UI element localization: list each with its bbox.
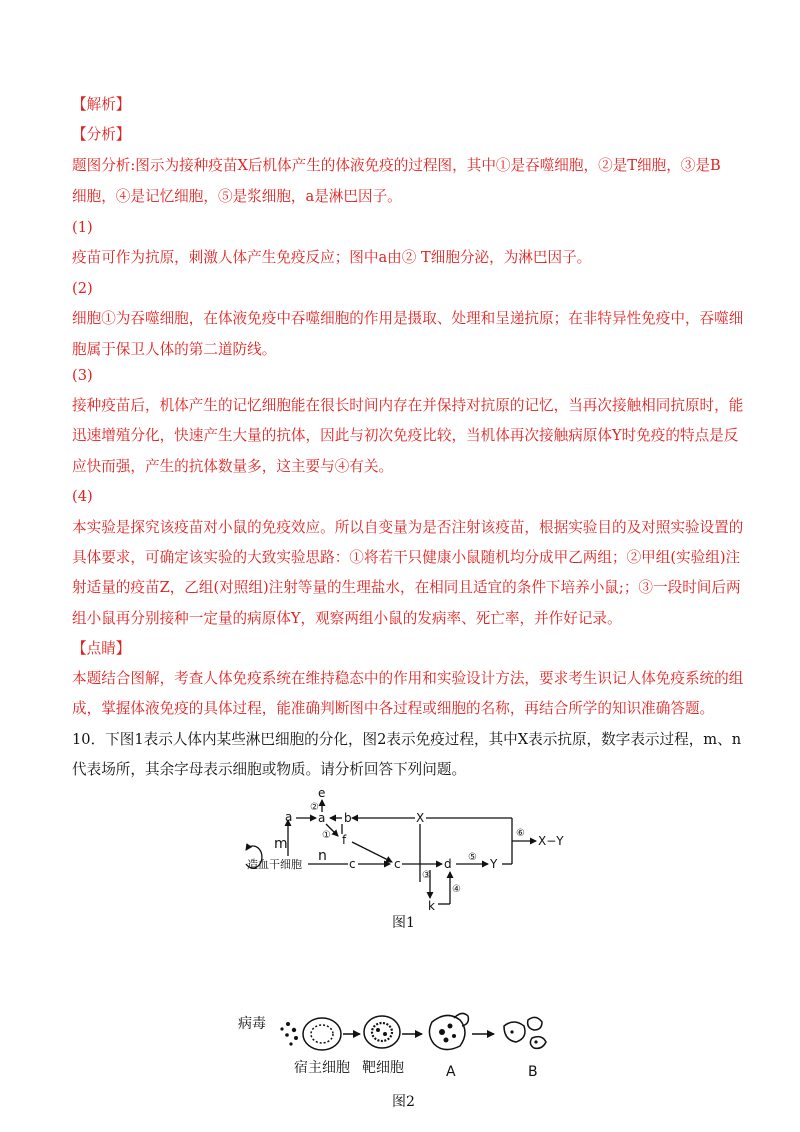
label-process-1: ① [322,830,331,841]
label-k: k [428,899,435,912]
label-A: A [446,1064,456,1080]
q4-line-1: 本实验是探究该疫苗对小鼠的免疫效应。所以自变量为是否注射该疫苗，根据实验目的及对照实验设置的 [72,519,744,536]
q4-line-2: 具体要求，可确定该实验的大致实验思路：①将若干只健康小鼠随机均分成甲乙两组；②甲组(实验组)注 [72,549,741,566]
q3-line-2: 迅速增殖分化，快速产生大量的抗体，因此与初次免疫比较，当机体再次接触病原体Y时免疫的特点是反 [72,427,739,444]
label-m: m [274,836,288,852]
label-c1: c [349,857,356,871]
q2-line-1: 细胞①为吞噬细胞，在体液免疫中吞噬细胞的作用是摄取、处理和呈递抗原；在非特异性免疫中，吞噬细 [72,310,744,327]
label-a2: a [318,811,326,825]
label-Y: Y [490,857,498,871]
q3-line-1: 接种疫苗后，机体产生的记忆细胞能在很长时间内存在并保持对抗原的记忆，当再次接触相同抗原时，能 [72,397,744,414]
label-B: B [528,1064,538,1080]
label-process-4: ④ [452,884,461,895]
label-b: b [344,811,352,825]
label-process-5: ⑤ [468,852,477,863]
label-a1: a [285,810,293,824]
label-f: f [342,833,347,847]
label-target-cell: 靶细胞 [362,1060,404,1076]
q2-number: (2) [72,280,93,297]
label-stem-cell: 造血干细胞 [247,858,302,871]
label-e: e [318,786,326,800]
q4-number: (4) [72,488,93,505]
label-X: X [416,811,425,825]
heading-jiexi: 【解析】 [72,96,131,113]
question10-line-2: 代表场所，其余字母表示细胞或物质。请分析回答下列问题。 [72,761,467,778]
q3-line-3: 应快而强，产生的抗体数量多，这主要与④有关。 [72,458,394,475]
label-n: n [318,848,327,864]
dianjing-line-2: 成，掌握体液免疫的具体过程，能准确判断图中各过程或细胞的名称，再结合所学的知识准确答题。 [72,700,715,717]
heading-dianjing: 【点睛】 [72,640,131,657]
label-d: d [444,857,452,871]
figure2-caption: 图2 [392,1094,415,1110]
figure2-diagram [232,1004,572,1086]
dianjing-line-1: 本题结合图解，考查人体免疫系统在维持稳态中的作用和实验设计方法，要求考生识记人体免疫系统的组 [72,670,744,687]
q1-line-1: 疫苗可作为抗原，刺激人体产生免疫反应；图中a由② T细胞分泌，为淋巴因子。 [72,249,592,266]
figure1-caption: 图1 [392,915,415,931]
fenxi-line-2: 细胞，④是记忆细胞，⑤是浆细胞，a是淋巴因子。 [72,188,402,205]
q3-number: (3) [72,367,93,384]
label-host-cell: 宿主细胞 [294,1060,350,1076]
question10-line-1: 10．下图1表示人体内某些淋巴细胞的分化，图2表示免疫过程，其中X表示抗原，数字表示过程，m、n [72,731,742,748]
label-c2: c [394,857,401,871]
q2-line-2: 胞属于保卫人体的第二道防线。 [72,341,277,358]
label-XY: X−Y [538,834,564,848]
label-process-6: ⑥ [516,828,525,839]
q4-line-4: 组小鼠再分别接种一定量的病原体Y，观察两组小鼠的发病率、死亡率，并作好记录。 [72,610,622,627]
figure1-diagram [230,786,590,912]
label-process-2: ② [310,802,319,813]
heading-fenxi: 【分析】 [72,126,131,143]
label-process-3: ③ [422,870,431,881]
q1-number: (1) [72,219,93,236]
label-virus: 病毒 [238,1016,266,1032]
fenxi-line-1: 题图分析:图示为接种疫苗X后机体产生的体液免疫的过程图，其中①是吞噬细胞，②是T细胞，③是B [72,157,721,174]
q4-line-3: 射适量的疫苗Z，乙组(对照组)注射等量的生理盐水，在相同且适宜的条件下培养小鼠;；③一段时间后两 [72,579,741,596]
